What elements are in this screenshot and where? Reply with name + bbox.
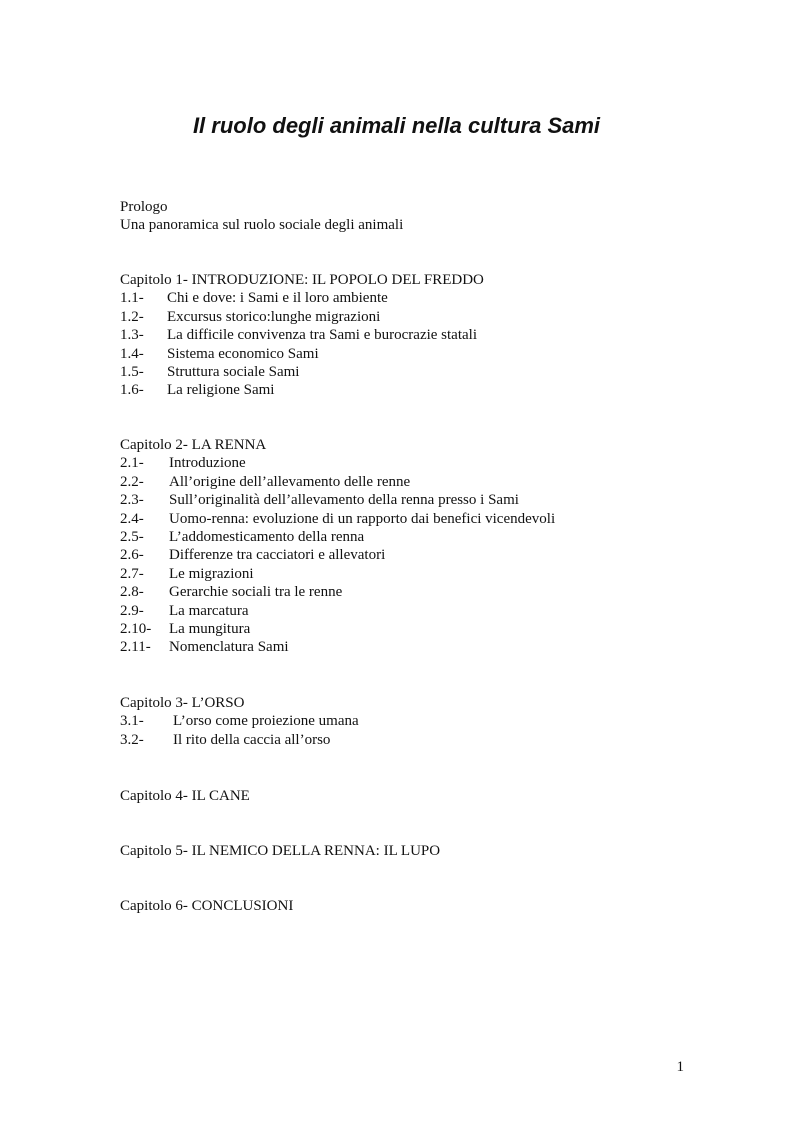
toc-entry-number: 1.6- xyxy=(120,382,144,399)
toc-entry-text: Struttura sociale Sami xyxy=(167,364,300,381)
chapter-6-section xyxy=(120,897,293,915)
prologue-heading: Prologo xyxy=(120,199,168,215)
chapter-3-section xyxy=(120,694,359,749)
toc-entry xyxy=(120,345,484,363)
toc-entry-number: 3.2- xyxy=(120,731,144,748)
toc-entry-text: L’addomesticamento della renna xyxy=(169,529,365,546)
toc-entry-text: All’origine dell’allevamento delle renne xyxy=(169,473,411,490)
toc-entry xyxy=(120,473,555,491)
toc-entry xyxy=(120,712,359,730)
toc-entry xyxy=(120,289,484,307)
page-number: 1 xyxy=(676,1059,684,1075)
chapter-4-heading: Capitolo 4- IL CANE xyxy=(120,788,250,804)
toc-entry-text: Il rito della caccia all’orso xyxy=(173,731,331,748)
toc-entry-number: 2.11- xyxy=(120,639,151,656)
toc-entry xyxy=(120,546,555,564)
toc-entry-number: 1.4- xyxy=(120,345,144,362)
toc-entry xyxy=(120,638,555,656)
toc-entry xyxy=(120,583,555,601)
toc-entry xyxy=(120,510,555,528)
toc-entry-text: La difficile convivenza tra Sami e burocrazie statali xyxy=(167,327,477,344)
toc-entry-number: 2.6- xyxy=(120,547,144,564)
chapter-3-heading: Capitolo 3- L’ORSO xyxy=(120,695,245,711)
toc-entry xyxy=(120,381,484,399)
toc-entry-text: L’orso come proiezione umana xyxy=(173,713,359,730)
toc-entry xyxy=(120,363,484,381)
toc-entry xyxy=(120,528,555,546)
toc-entry-text: La religione Sami xyxy=(167,382,275,399)
toc-entry-number: 3.1- xyxy=(120,713,144,730)
toc-entry xyxy=(120,731,359,749)
toc-entry xyxy=(120,602,555,620)
chapter-4-section xyxy=(120,787,250,805)
toc-entry-number: 2.8- xyxy=(120,584,144,601)
toc-entry-text: Introduzione xyxy=(169,455,246,472)
toc-entry xyxy=(120,565,555,583)
chapter-6-heading: Capitolo 6- CONCLUSIONI xyxy=(120,898,294,914)
toc-entry xyxy=(120,308,484,326)
toc-entry-number: 2.5- xyxy=(120,529,144,546)
toc-entry-number: 1.1- xyxy=(120,290,144,307)
toc-entry-text: La marcatura xyxy=(169,602,249,619)
chapter-2-section xyxy=(120,436,555,657)
toc-entry-number: 1.2- xyxy=(120,308,144,325)
toc-entry-number: 2.10- xyxy=(120,621,152,638)
prologue-subtitle: Una panoramica sul ruolo sociale degli animali xyxy=(120,217,404,234)
toc-entry-text: Differenze tra cacciatori e allevatori xyxy=(169,547,386,564)
toc-entry-number: 2.9- xyxy=(120,602,144,619)
toc-entry-text: La mungitura xyxy=(169,621,251,638)
toc-entry xyxy=(120,491,555,509)
toc-entry xyxy=(120,454,555,472)
chapter-1-heading: Capitolo 1- INTRODUZIONE: IL POPOLO DEL FREDDO xyxy=(120,272,484,288)
toc-entry-number: 1.3- xyxy=(120,327,144,344)
toc-entry-text: Chi e dove: i Sami e il loro ambiente xyxy=(167,290,388,307)
toc-entry-text: Uomo-renna: evoluzione di un rapporto dai benefici vicendevoli xyxy=(169,510,556,527)
prologue-section xyxy=(120,198,403,235)
toc-entry-number: 1.5- xyxy=(120,364,144,381)
chapter-5-section xyxy=(120,842,440,860)
toc-entry-text: Nomenclatura Sami xyxy=(169,639,289,656)
chapter-1-section xyxy=(120,271,484,400)
toc-entry-number: 2.4- xyxy=(120,510,144,527)
toc-entry-number: 2.3- xyxy=(120,492,144,509)
toc-entry-number: 2.1- xyxy=(120,455,144,472)
toc-entry xyxy=(120,326,484,344)
toc-entry-text: Excursus storico:lunghe migrazioni xyxy=(167,308,381,325)
toc-entry-text: Le migrazioni xyxy=(169,565,254,582)
toc-entry-text: Sistema economico Sami xyxy=(167,345,319,362)
toc-entry-text: Gerarchie sociali tra le renne xyxy=(169,584,343,601)
toc-entry xyxy=(120,620,555,638)
document-title: Il ruolo degli animali nella cultura Sami xyxy=(192,113,601,138)
chapter-2-heading: Capitolo 2- LA RENNA xyxy=(120,437,267,453)
toc-entry-number: 2.2- xyxy=(120,473,144,490)
toc-entry-number: 2.7- xyxy=(120,565,144,582)
chapter-5-heading: Capitolo 5- IL NEMICO DELLA RENNA: IL LUPO xyxy=(120,843,441,859)
toc-entry-text: Sull’originalità dell’allevamento della renna presso i Sami xyxy=(169,492,519,509)
